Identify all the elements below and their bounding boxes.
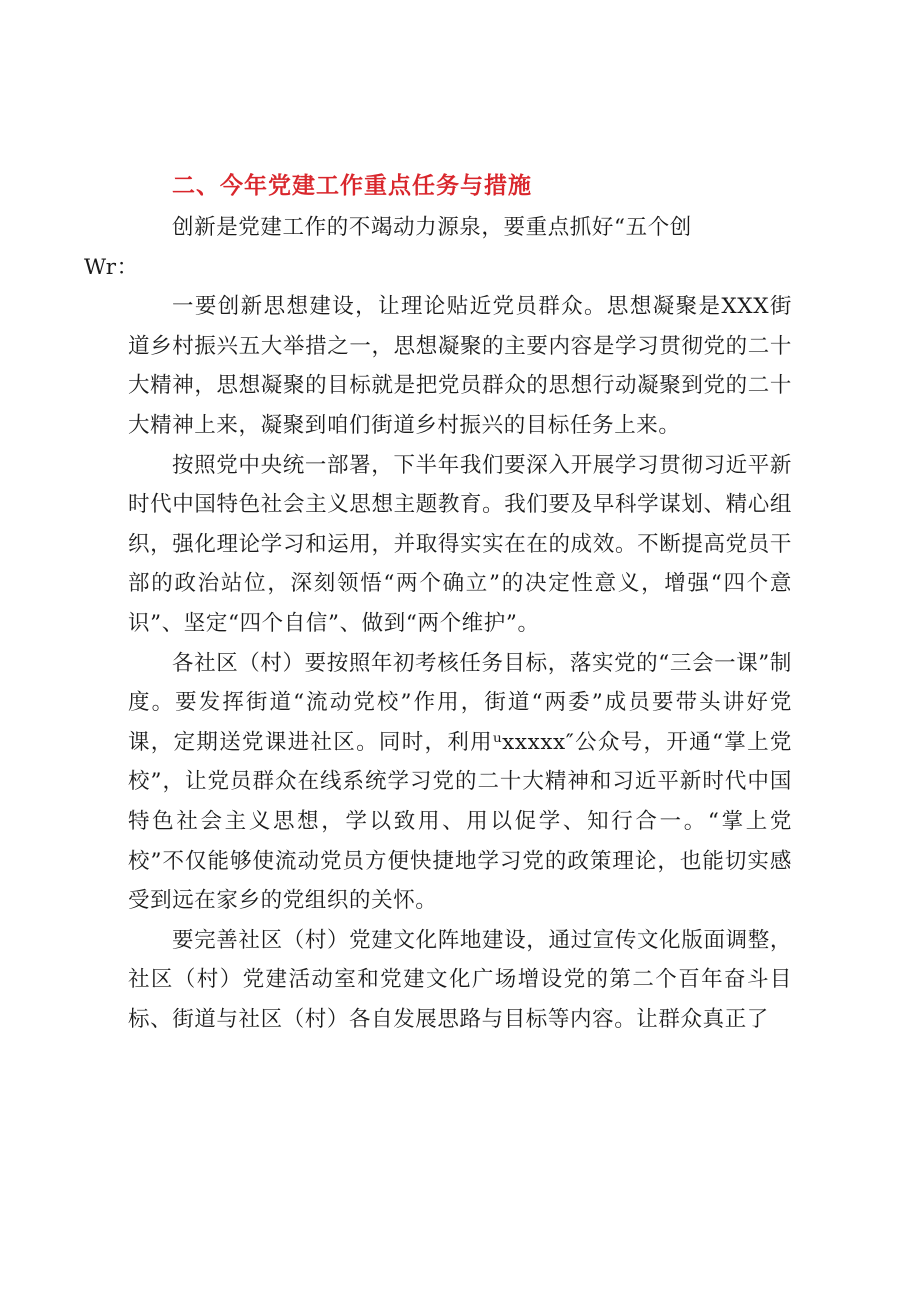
paragraph-thought-building: 一要创新思想建设，让理论贴近党员群众。思想凝聚是XXX街道乡村振兴五大举措之一，思想凝聚的主要内容是学习贯彻党的二十大精神，思想凝聚的目标就是把党员群众的思想行动凝聚到党的二十大精神上来，凝聚到咱们街道乡村振兴的目标任务上来。 [128,294,792,438]
paragraph-theme-education: 按照党中央统一部署，下半年我们要深入开展学习贯彻习近平新时代中国特色社会主义思想主题教育。我们要及早科学谋划、精心组织，强化理论学习和运用，并取得实实在在的成效。不断提高党员干部的政治站位，深刻领悟“两个确立”的决定性意义，增强“四个意识”、坚定“四个自信”、做到“两个维护”。 [128,452,792,636]
paragraph-party-school: 各社区（村）要按照年初考核任务目标，落实党的“三会一课”制度。要发挥街道“流动党校”作用，街道“两委”成员要带头讲好党课，定期送党课进社区。同时，利用ᵘxxxxx″公众号，开通“掌上党校”，让党员群众在线系统学习党的二十大精神和习近平新时代中国特色社会主义思想，学以致用、用以促学、知行合一。“掌上党校”不仅能够使流动党员方便快捷地学习党的政策理论，也能切实感受到远在家乡的党组织的关怀。 [128,650,792,914]
section-heading: 二、今年党建工作重点任务与措施 [172,173,532,199]
intro-paragraph [84,208,792,287]
document-body [84,164,792,1039]
intro-line-1: 创新是党建工作的不竭动力源泉，要重点抓好“五个创 [172,215,692,240]
paragraph-culture-position: 要完善社区（村）党建文化阵地建设，通过宣传文化版面调整，社区（村）党建活动室和党建文化广场增设党的第二个百年奋斗目标、街道与社区（村）各自发展思路与目标等内容。让群众真正了 [128,927,792,1032]
intro-line-2: Wr： [84,254,139,280]
